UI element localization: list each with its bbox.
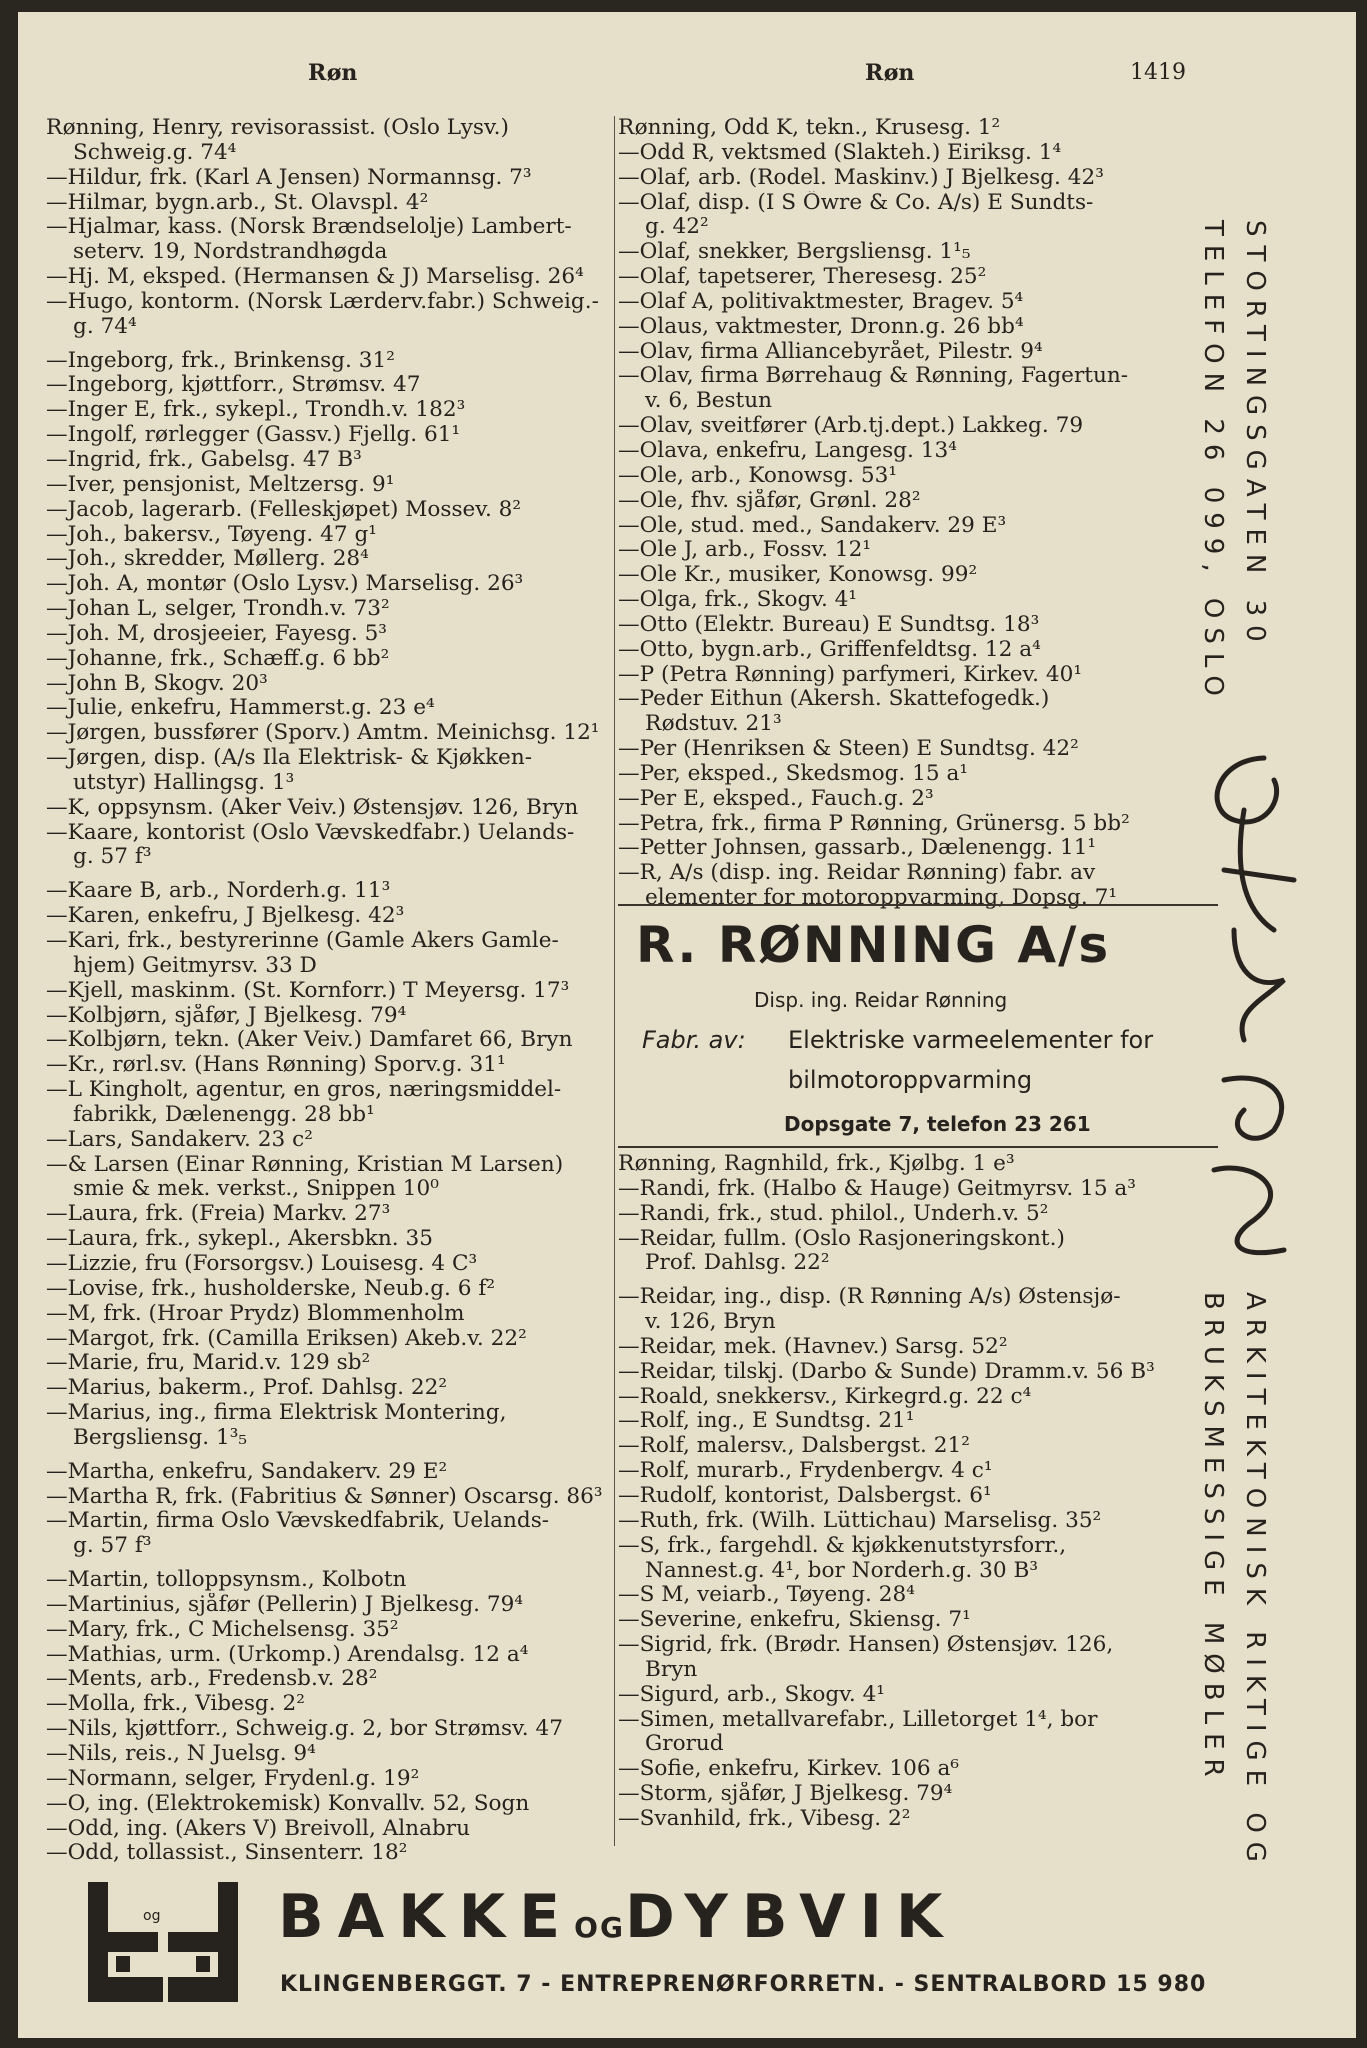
directory-entry-line: —Rolf, murarb., Frydenbergv. 4 c¹ (618, 1459, 993, 1484)
directory-entry-line: —Marius, bakerm., Prof. Dahlsg. 22² (46, 1376, 448, 1401)
bakke-name-og: OG (574, 1911, 625, 1944)
left-header: Røn (308, 60, 358, 86)
directory-entry-line: —Storm, sjåfør, J Bjelkesg. 79⁴ (618, 1782, 953, 1807)
directory-entry-line: —Per (Henriksen & Steen) E Sundtsg. 42² (618, 737, 1079, 762)
entry-gap (46, 340, 611, 349)
directory-entry-line: —John B, Skogv. 20³ (46, 671, 268, 696)
directory-entry-line: —Peder Eithun (Akersh. Skattefogedk.) (618, 687, 1050, 712)
directory-entry-line: —Lars, Sandakerv. 23 c² (46, 1127, 313, 1152)
directory-entry-line: —Martin, tolloppsynsm., Kolbotn (46, 1568, 407, 1593)
directory-entry-line: —Laura, frk., sykepl., Akersbkn. 35 (46, 1227, 433, 1252)
ad-address: Dopsgate 7, telefon 23 261 (784, 1112, 1091, 1136)
side-ad-phone: TELEFON 26 099, OSLO (1198, 220, 1228, 705)
directory-entry-line: —R, A/s (disp. ing. Reidar Rønning) fabr. av (618, 861, 1096, 886)
directory-entry-line: —Rolf, malersv., Dalsbergst. 21² (618, 1434, 970, 1459)
directory-entry-line: —Sofie, enkefru, Kirkev. 106 a⁶ (618, 1757, 959, 1782)
directory-entry-line: —Kolbjørn, sjåfør, J Bjelkesg. 79⁴ (46, 1003, 407, 1028)
directory-entry-line: —Martinius, sjåfør (Pellerin) J Bjelkesg. 79⁴ (46, 1592, 524, 1617)
bakke-dybvik-advertisement (68, 1862, 1207, 2012)
directory-entry-line: elementer for motoroppvarming, Dopsg. 7¹ (645, 886, 1117, 911)
directory-entry-line: —Reidar, ing., disp. (R Rønning A/s) Østensjø- (618, 1285, 1121, 1310)
directory-entry-line: —Johanne, frk., Schæff.g. 6 bb² (46, 646, 390, 671)
directory-entry-line: —Martha R, frk. (Fabritius & Sønner) Oscarsg. 86³ (46, 1484, 603, 1509)
directory-entry-line: —Odd, ing. (Akers V) Breivoll, Alnabru (46, 1816, 471, 1841)
side-ad-tagline2: BRUKSMESSIGE MØBLER (1198, 1292, 1228, 1786)
directory-entry-line: —Olaf, snekker, Bergsliensg. 1¹₅ (618, 240, 971, 265)
directory-entry-line: Schweig.g. 74⁴ (73, 140, 237, 165)
directory-entry-line: —S M, veiarb., Tøyeng. 28⁴ (618, 1583, 915, 1608)
directory-entry-line: —Per E, eksped., Fauch.g. 2³ (618, 786, 934, 811)
directory-entry-line: —Sigrid, frk. (Brødr. Hansen) Østensjøv. 126, (618, 1633, 1114, 1658)
directory-entry-line: —Marius, ing., firma Elektrisk Montering, (46, 1401, 507, 1426)
directory-entry-line: —Simen, metallvarefabr., Lilletorget 1⁴, bor (618, 1707, 1098, 1732)
directory-entry-line: Rønning, Odd K, tekn., Krusesg. 1² (618, 116, 1001, 140)
directory-entry-line: —Kaare, kontorist (Oslo Vævskedfabr.) Uelands- (46, 820, 575, 845)
directory-entry-line: —Jørgen, disp. (A/s Ila Elektrisk- & Kjøkken- (46, 746, 533, 771)
directory-entry-line: —O, ing. (Elektrokemisk) Konvallv. 52, Sogn (46, 1791, 530, 1816)
directory-entry-line: —Ole, fhv. sjåfør, Grønl. 28² (618, 488, 921, 513)
directory-entry-line: —Ole, arb., Konowsg. 53¹ (618, 463, 898, 488)
logo-og: og (143, 1908, 161, 1924)
directory-entry-line: Rønning, Ragnhild, frk., Kjølbg. 1 e³ (618, 1152, 1015, 1176)
directory-entry-line: —Nils, reis., N Juelsg. 9⁴ (46, 1742, 316, 1766)
directory-entry-line: Nannest.g. 4¹, bor Norderh.g. 30 B³ (645, 1558, 1038, 1583)
directory-entry-line: —Ments, arb., Fredensb.v. 28² (46, 1667, 378, 1692)
directory-entry-line: —Martin, firma Oslo Vævskedfabrik, Uelands- (46, 1509, 550, 1534)
script-logo-stroke (1214, 758, 1294, 1253)
side-ad-address: STORTINGSGATEN 30 (1240, 220, 1270, 651)
page-number: 1419 (1130, 60, 1186, 85)
directory-entry-line: —Ruth, frk. (Wilh. Lüttichau) Marselisg. 35² (618, 1508, 1102, 1533)
directory-entry-line: —Olaf, tapetserer, Theresesg. 25² (618, 265, 987, 290)
directory-entry-line: —P (Petra Rønning) parfymeri, Kirkev. 40¹ (618, 662, 1083, 687)
directory-entry-line: —Hilmar, bygn.arb., St. Olavspl. 4² (46, 190, 429, 215)
directory-entry-line: —Martha, enkefru, Sandakerv. 29 E² (46, 1459, 448, 1484)
right-column-top (618, 116, 1200, 911)
directory-entry-line: —Randi, frk. (Halbo & Hauge) Geitmyrsv. 15 a³ (618, 1176, 1136, 1201)
directory-entry-line: —Jacob, lagerarb. (Felleskjøpet) Mossev. 8² (46, 497, 522, 522)
directory-entry-line: smie & mek. verkst., Snippen 10⁰ (73, 1177, 439, 1202)
directory-entry-line: utstyr) Hallingsg. 1³ (73, 770, 295, 795)
directory-entry-line: —Johan L, selger, Trondh.v. 73² (46, 597, 390, 622)
directory-entry-line: —Odd, tollassist., Sinsenterr. 18² (46, 1841, 408, 1866)
directory-entry-line: —Kjell, maskinm. (St. Kornforr.) T Meyersg. 17³ (46, 978, 570, 1003)
directory-entry-line: —Ingolf, rørlegger (Gassv.) Fjellg. 61¹ (46, 423, 461, 448)
entry-gap (46, 1559, 611, 1568)
directory-entry-line: Rødstuv. 21³ (645, 712, 782, 737)
directory-entry-line: —Kr., rørl.sv. (Hans Rønning) Sporv.g. 31¹ (46, 1053, 506, 1078)
directory-entry-line: —Lizzie, fru (Forsorgsv.) Louisesg. 4 C³ (46, 1251, 478, 1276)
directory-entry-line: —Roald, snekkersv., Kirkegrd.g. 22 c⁴ (618, 1384, 1032, 1409)
directory-entry-line: —Odd R, vektsmed (Slakteh.) Eiriksg. 1⁴ (618, 140, 1062, 165)
directory-entry-line: —S, frk., fargehdl. & kjøkkenutstyrsforr., (618, 1533, 1067, 1558)
directory-entry-line: —Olga, frk., Skogv. 4¹ (618, 588, 858, 613)
directory-entry-line: —Hj. M, eksped. (Hermansen & J) Marselisg. 26⁴ (46, 265, 584, 290)
directory-entry-line: —Kaare B, arb., Norderh.g. 11³ (46, 879, 391, 904)
directory-entry-line: —Reidar, mek. (Havnev.) Sarsg. 52² (618, 1334, 1008, 1359)
entry-gap (618, 1276, 1200, 1285)
directory-entry-line: —Reidar, tilskj. (Darbo & Sunde) Dramm.v. 56 B³ (618, 1359, 1155, 1384)
directory-entry-line: —Karen, enkefru, J Bjelkesg. 42³ (46, 904, 405, 929)
directory-entry-line: —Otto (Elektr. Bureau) E Sundtsg. 18³ (618, 612, 1040, 637)
directory-entry-line: —Severine, enkefru, Skiensg. 7¹ (618, 1608, 971, 1633)
directory-entry-line: —Ingeborg, frk., Brinkensg. 31² (46, 348, 395, 373)
directory-entry-line: —Joh., bakersv., Tøyeng. 47 g¹ (46, 522, 377, 547)
ad-product-line1: Elektriske varmeelementer for (788, 1026, 1154, 1054)
directory-entry-line: —Mary, frk., C Michelsensg. 35² (46, 1617, 399, 1642)
directory-entry-line: —Hildur, frk. (Karl A Jensen) Normannsg. 7³ (46, 165, 532, 190)
directory-entry-line: —Petra, frk., firma P Rønning, Grünersg. 5 bb² (618, 811, 1130, 836)
directory-entry-line: —Olaf, arb. (Rodel. Maskinv.) J Bjelkesg. 42³ (618, 165, 1104, 190)
directory-entry-line: —Rudolf, kontorist, Dalsbergst. 6¹ (618, 1483, 992, 1508)
directory-entry-line: —Olava, enkefru, Langesg. 13⁴ (618, 438, 957, 463)
directory-entry-line: —Svanhild, frk., Vibesg. 2² (618, 1806, 911, 1831)
directory-entry-line: —Joh. A, montør (Oslo Lysv.) Marselisg. 26³ (46, 572, 524, 597)
directory-entry-line: —Hjalmar, kass. (Norsk Brændselolje) Lambert- (46, 215, 572, 240)
directory-entry-line: Bryn (645, 1657, 698, 1682)
directory-entry-line: —Petter Johnsen, gassarb., Dælenengg. 11¹ (618, 836, 1097, 861)
ad-fabr-label: Fabr. av: (642, 1026, 746, 1054)
directory-entry-line: —Margot, frk. (Camilla Eriksen) Akeb.v. 22² (46, 1326, 527, 1351)
directory-entry-line: —Olav, firma Børrehaug & Rønning, Fagertun- (618, 364, 1129, 389)
directory-entry-line: —Hugo, kontorm. (Norsk Lærderv.fabr.) Schweig.- (46, 289, 599, 314)
directory-entry-line: —Nils, kjøttforr., Schweig.g. 2, bor Strømsv. 47 (46, 1717, 563, 1742)
script-logo (1194, 750, 1314, 1270)
directory-entry-line: —Joh., skredder, Møllerg. 28⁴ (46, 547, 369, 572)
directory-entry-line: v. 126, Bryn (645, 1310, 776, 1335)
directory-entry-line: —Marie, fru, Marid.v. 129 sb² (46, 1351, 371, 1376)
entry-gap (46, 1451, 611, 1460)
directory-entry-line: —& Larsen (Einar Rønning, Kristian M Larsen) (46, 1152, 564, 1177)
directory-entry-line: v. 6, Bestun (645, 389, 773, 414)
directory-entry-line: —Rolf, ing., E Sundtsg. 21¹ (618, 1409, 915, 1434)
directory-entry-line: g. 42² (645, 215, 709, 240)
directory-entry-line: —Randi, frk., stud. philol., Underh.v. 5² (618, 1201, 1049, 1226)
directory-entry-line: —Jørgen, bussfører (Sporv.) Amtm. Meinichsg. 12¹ (46, 721, 600, 746)
directory-entry-line: —Ole, stud. med., Sandakerv. 29 E³ (618, 513, 1007, 538)
bakke-name-part1: BAKKE (278, 1882, 575, 1952)
directory-entry-line: —Ole Kr., musiker, Konowsg. 99² (618, 563, 978, 588)
directory-entry-line: —K, oppsynsm. (Aker Veiv.) Østensjøv. 126, Bryn (46, 795, 579, 820)
directory-entry-line: —Molla, frk., Vibesg. 2² (46, 1692, 305, 1717)
directory-entry-line: —Lovise, frk., husholderske, Neub.g. 6 f² (46, 1276, 495, 1301)
directory-entry-line: —Inger E, frk., sykepl., Trondh.v. 182³ (46, 398, 466, 423)
directory-entry-line: —Ole J, arb., Fossv. 12¹ (618, 538, 872, 563)
entry-gap (46, 870, 611, 879)
directory-entry-line: —Mathias, urm. (Urkomp.) Arendalsg. 12 a⁴ (46, 1642, 529, 1667)
directory-entry-line: —Olav, sveitfører (Arb.tj.dept.) Lakkeg. 79 (618, 414, 1084, 439)
ad-disp: Disp. ing. Reidar Rønning (754, 988, 1008, 1012)
directory-entry-line: —Ingeborg, kjøttforr., Strømsv. 47 (46, 373, 421, 398)
directory-entry-line: —Reidar, fullm. (Oslo Rasjoneringskont.) (618, 1226, 1065, 1251)
directory-entry-line: —M, frk. (Hroar Prydz) Blommenholm (46, 1301, 465, 1326)
right-column-bottom (618, 1152, 1200, 1832)
directory-entry-line: —Otto, bygn.arb., Griffenfeldtsg. 12 a⁴ (618, 637, 1041, 662)
directory-entry-line: —Kolbjørn, tekn. (Aker Veiv.) Damfaret 66, Bryn (46, 1028, 573, 1053)
directory-entry-line: —Joh. M, drosjeeier, Fayesg. 5³ (46, 621, 387, 646)
directory-entry-line: —Per, eksped., Skedsmog. 15 a¹ (618, 761, 969, 786)
column-divider (614, 116, 615, 1846)
directory-entry-line: —Ingrid, frk., Gabelsg. 47 B³ (46, 447, 362, 472)
directory-entry-line: —Kari, frk., bestyrerinne (Gamle Akers Gamle- (46, 929, 559, 953)
directory-entry-line: g. 57 f³ (73, 845, 152, 870)
bakke-dybvik-details: KLINGENBERGGT. 7 - ENTREPRENØRFORRETN. - SENTRALBORD 15 980 (280, 1972, 1207, 1997)
directory-entry-line: —Olaf A, politivaktmester, Bragev. 5⁴ (618, 289, 1024, 314)
directory-entry-line: —Olaf, disp. (I S Öwre & Co. A/s) E Sundts- (618, 190, 1094, 215)
directory-page (18, 12, 1356, 2038)
directory-entry-line: Prof. Dahlsg. 22² (645, 1251, 830, 1276)
directory-entry-line: Grorud (645, 1732, 724, 1757)
bakke-name-part2: DYBVIK (624, 1882, 957, 1952)
directory-entry-line: —Julie, enkefru, Hammerst.g. 23 e⁴ (46, 696, 435, 721)
directory-entry-line: hjem) Geitmyrsv. 33 D (73, 953, 317, 978)
directory-entry-line: g. 74⁴ (73, 314, 137, 339)
directory-entry-line: Rønning, Henry, revisorassist. (Oslo Lysv.) (46, 116, 509, 140)
directory-entry-line: seterv. 19, Nordstrandhøgda (73, 240, 388, 265)
ad-product-line2: bilmotoroppvarming (788, 1066, 1033, 1094)
ronning-advertisement (618, 904, 1218, 1148)
directory-entry-line: g. 57 f³ (73, 1534, 152, 1559)
ad-company-name: R. RØNNING A/s (636, 916, 1111, 974)
directory-entry-line: Bergsliensg. 1³₅ (73, 1425, 248, 1450)
right-header: Røn (865, 60, 915, 86)
directory-entry-line: —Sigurd, arb., Skogv. 4¹ (618, 1682, 885, 1707)
directory-entry-line: fabrikk, Dælenengg. 28 bb¹ (73, 1102, 375, 1127)
directory-entry-line: —L Kingholt, agentur, en gros, næringsmiddel- (46, 1078, 562, 1103)
directory-entry-line: —Laura, frk. (Freia) Markv. 27³ (46, 1202, 391, 1227)
bakke-dybvik-name (278, 1882, 956, 1952)
left-column (46, 116, 611, 1866)
side-ad-tagline1: ARKITEKTONISK RIKTIGE OG (1240, 1292, 1270, 1871)
directory-entry-line: —Iver, pensjonist, Meltzersg. 9¹ (46, 472, 395, 497)
directory-entry-line: —Olaus, vaktmester, Dronn.g. 26 bb⁴ (618, 314, 1024, 339)
bakke-dybvik-logo (88, 1882, 238, 2002)
directory-entry-line: —Normann, selger, Frydenl.g. 19² (46, 1766, 420, 1791)
directory-entry-line: —Olav, firma Alliancebyrået, Pilestr. 9⁴ (618, 339, 1043, 364)
